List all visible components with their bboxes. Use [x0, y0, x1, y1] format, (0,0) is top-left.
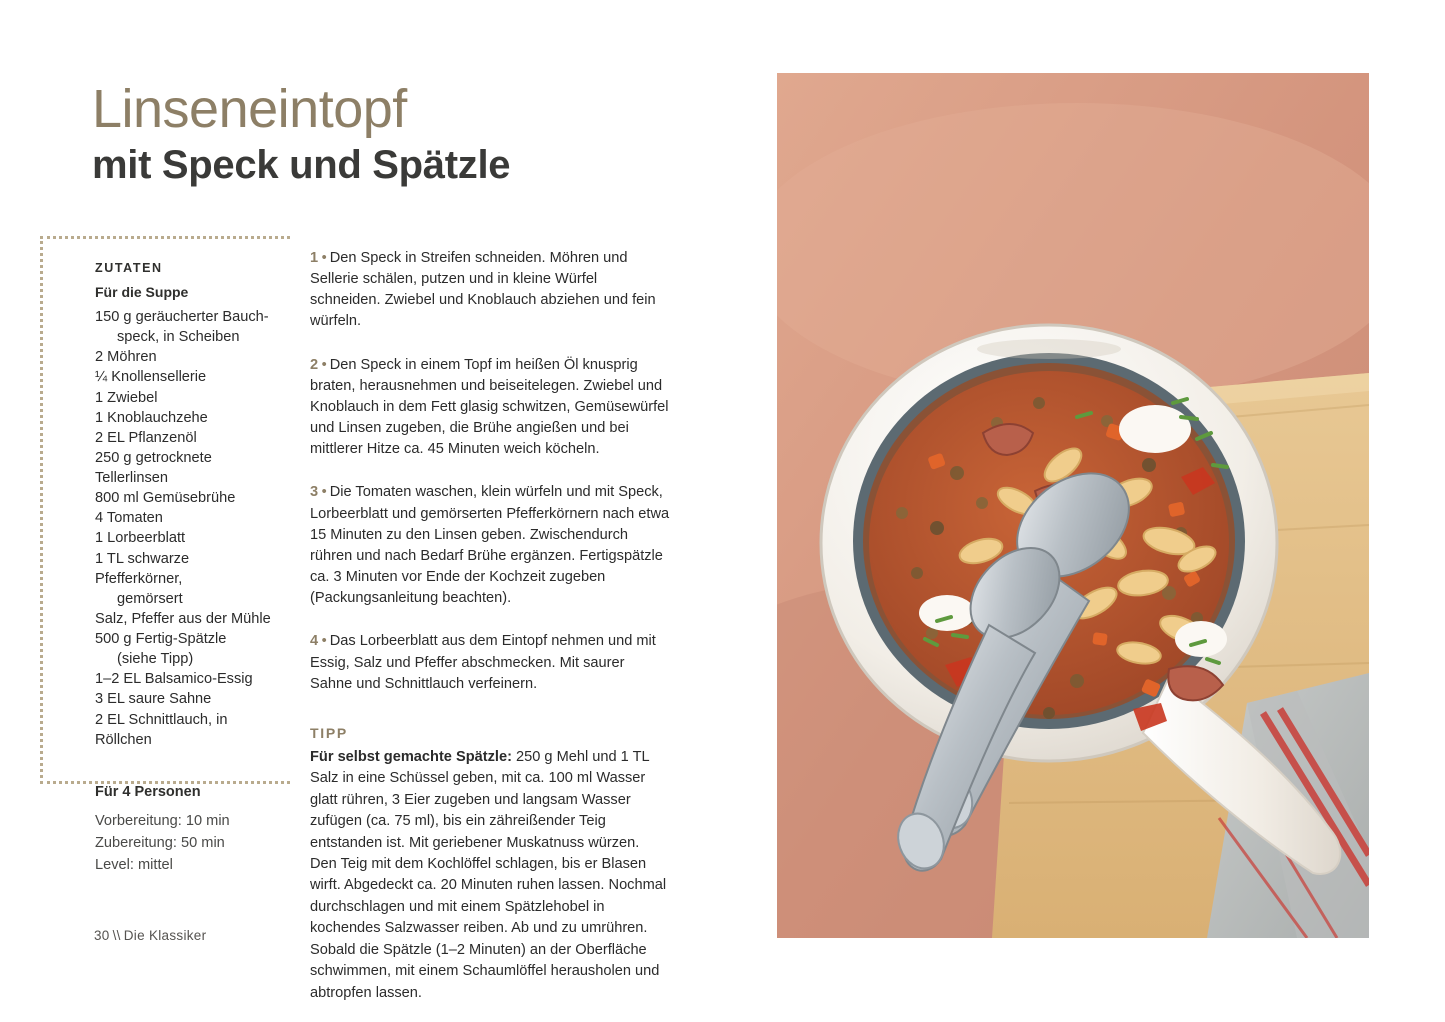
tipp-heading: TIPP: [310, 724, 348, 741]
ingredient-text: 2 Möhren: [95, 349, 157, 366]
ingredient-text: 1 Knoblauchzehe: [95, 409, 208, 426]
step-text: Die Tomaten waschen, klein würfeln und mit Speck, Lorbeerblatt und gemörserten Pfefferkörnern nach etwa 15 Minuten zu den Linsen geben. Zwischendurch rühren und nach Bedarf Brühe ergänzen. Fertigspätzle ca. 3 Minuten vor Ende der Kochzeit zugeben (Packungsanleitung beachten).: [310, 484, 670, 607]
page-subtitle: mit Speck und Spätzle: [92, 143, 511, 188]
step-text: Das Lorbeerblatt aus dem Eintopf nehmen und mit Essig, Salz und Pfeffer abschmecken. Mit saurer Sahne und Schnittlauch verfeinern.: [310, 633, 656, 692]
list-item: [95, 508, 280, 528]
ingredient-text: 2 EL Pflanzenöl: [95, 429, 197, 446]
list-item: [95, 629, 280, 669]
step-bullet-icon: •: [321, 250, 327, 266]
ingredient-text: 3 EL saure Sahne: [95, 691, 212, 708]
step-number: 2: [310, 356, 319, 373]
list-item: [95, 488, 280, 508]
meta-prep-time: Vorbereitung: 10 min: [95, 812, 230, 829]
servings-label: Für 4 Personen: [95, 783, 201, 800]
list-item: [95, 549, 280, 609]
ingredient-text: 1 Lorbeerblatt: [95, 530, 186, 547]
list-item: [95, 367, 280, 387]
tipp-lead: Für selbst gemachte Spätzle:: [310, 748, 512, 765]
meta-cook-time: Zubereitung: 50 min: [95, 834, 225, 851]
footer-separator: \\: [112, 928, 121, 943]
recipe-photo: [777, 73, 1369, 938]
recipe-photo-illustration: [777, 73, 1369, 938]
list-item: [95, 528, 280, 548]
step-3: [310, 482, 670, 609]
step-text: Den Speck in Streifen schneiden. Möhren und Sellerie schälen, putzen und in kleine Würfel schneiden. Zwiebel und Knoblauch abziehen und fein würfeln.: [310, 250, 656, 330]
page-footer: [94, 928, 206, 943]
footer-section: Die Klassiker: [123, 928, 207, 943]
list-item: [95, 689, 280, 709]
list-item: [95, 307, 280, 347]
step-bullet-icon: •: [321, 633, 327, 650]
ingredients-subheading: Für die Suppe: [95, 284, 189, 300]
recipe-meta-list: [95, 810, 280, 877]
ingredient-text-cont: gemörsert: [117, 590, 183, 607]
ingredient-text: 1 Zwiebel: [95, 389, 158, 406]
ingredient-text: ¼ Knollensellerie: [95, 369, 207, 386]
ingredient-text: 800 ml Gemüsebrühe: [95, 490, 236, 507]
page-number: 30: [94, 928, 110, 943]
preparation-steps: [310, 248, 670, 1004]
list-item: [95, 710, 280, 750]
list-item: [95, 448, 280, 488]
ingredient-text: 150 g geräucherter Bauch-: [95, 309, 269, 325]
ingredient-text-cont: (siehe Tipp): [117, 651, 194, 668]
ingredients-list: [95, 307, 280, 750]
step-2: [310, 355, 670, 461]
title-block: [92, 79, 712, 188]
step-bullet-icon: •: [321, 484, 327, 501]
ingredient-text: 2 EL Schnittlauch, in Röllchen: [95, 711, 228, 748]
step-number: 3: [310, 484, 319, 501]
ingredient-text: 1 TL schwarze Pfefferkörner,: [95, 550, 190, 587]
tipp-body: [310, 747, 670, 1004]
step-text: Den Speck in einem Topf im heißen Öl knusprig braten, herausnehmen und beiseitelegen. Zwiebel und Knoblauch in dem Fett glasig schwitzen, Gemüsewürfel und Linsen zugeben, die Brühe angießen und bei mittlerer Hitze ca. 45 Minuten weich köcheln.: [310, 356, 669, 458]
list-item: [95, 428, 280, 448]
ingredient-text: 4 Tomaten: [95, 510, 163, 527]
list-item: [95, 388, 280, 408]
page-title: Linseneintopf: [92, 79, 407, 139]
list-item: [95, 609, 280, 629]
ingredient-text: 1–2 EL Balsamico-Essig: [95, 671, 253, 688]
list-item: [95, 669, 280, 689]
ingredient-text: 500 g Fertig-Spätzle: [95, 631, 227, 647]
tipp-text: 250 g Mehl und 1 TL Salz in eine Schüssel geben, mit ca. 100 ml Wasser glatt rühren, 3 Eier zugeben und langsam Wasser zufügen (ca. 75 ml), bis ein zähreißender Teig entstanden ist. Mit geriebener Muskatnuss würzen. Den Teig mit dem Kochlöffel schlagen, bis er Blasen wirft. Abgedeckt ca. 20 Minuten ruhen lassen. Nochmal durchschlagen und mit einem Spätzlehobel in kochendes Salzwasser reiben. Ab und zu umrühren. Sobald die Spätzle (1–2 Minuten) an der Oberfläche schwimmen, mit einem Schaumlöffel herausholen und abtropfen lassen.: [310, 748, 667, 1001]
ingredient-text: 250 g getrocknete Tellerlinsen: [95, 449, 212, 486]
ingredient-text: Salz, Pfeffer aus der Mühle: [95, 610, 271, 627]
ingredients-panel: [40, 236, 290, 874]
step-1: [310, 248, 670, 333]
step-4: [310, 631, 670, 694]
step-number: 4: [310, 633, 319, 650]
list-item: [95, 408, 280, 428]
ingredients-heading: ZUTATEN: [95, 261, 163, 275]
meta-level: Level: mittel: [95, 857, 173, 874]
step-bullet-icon: •: [321, 356, 327, 373]
step-number: 1: [310, 250, 319, 266]
list-item: [95, 347, 280, 367]
ingredient-text-cont: speck, in Scheiben: [117, 329, 240, 346]
